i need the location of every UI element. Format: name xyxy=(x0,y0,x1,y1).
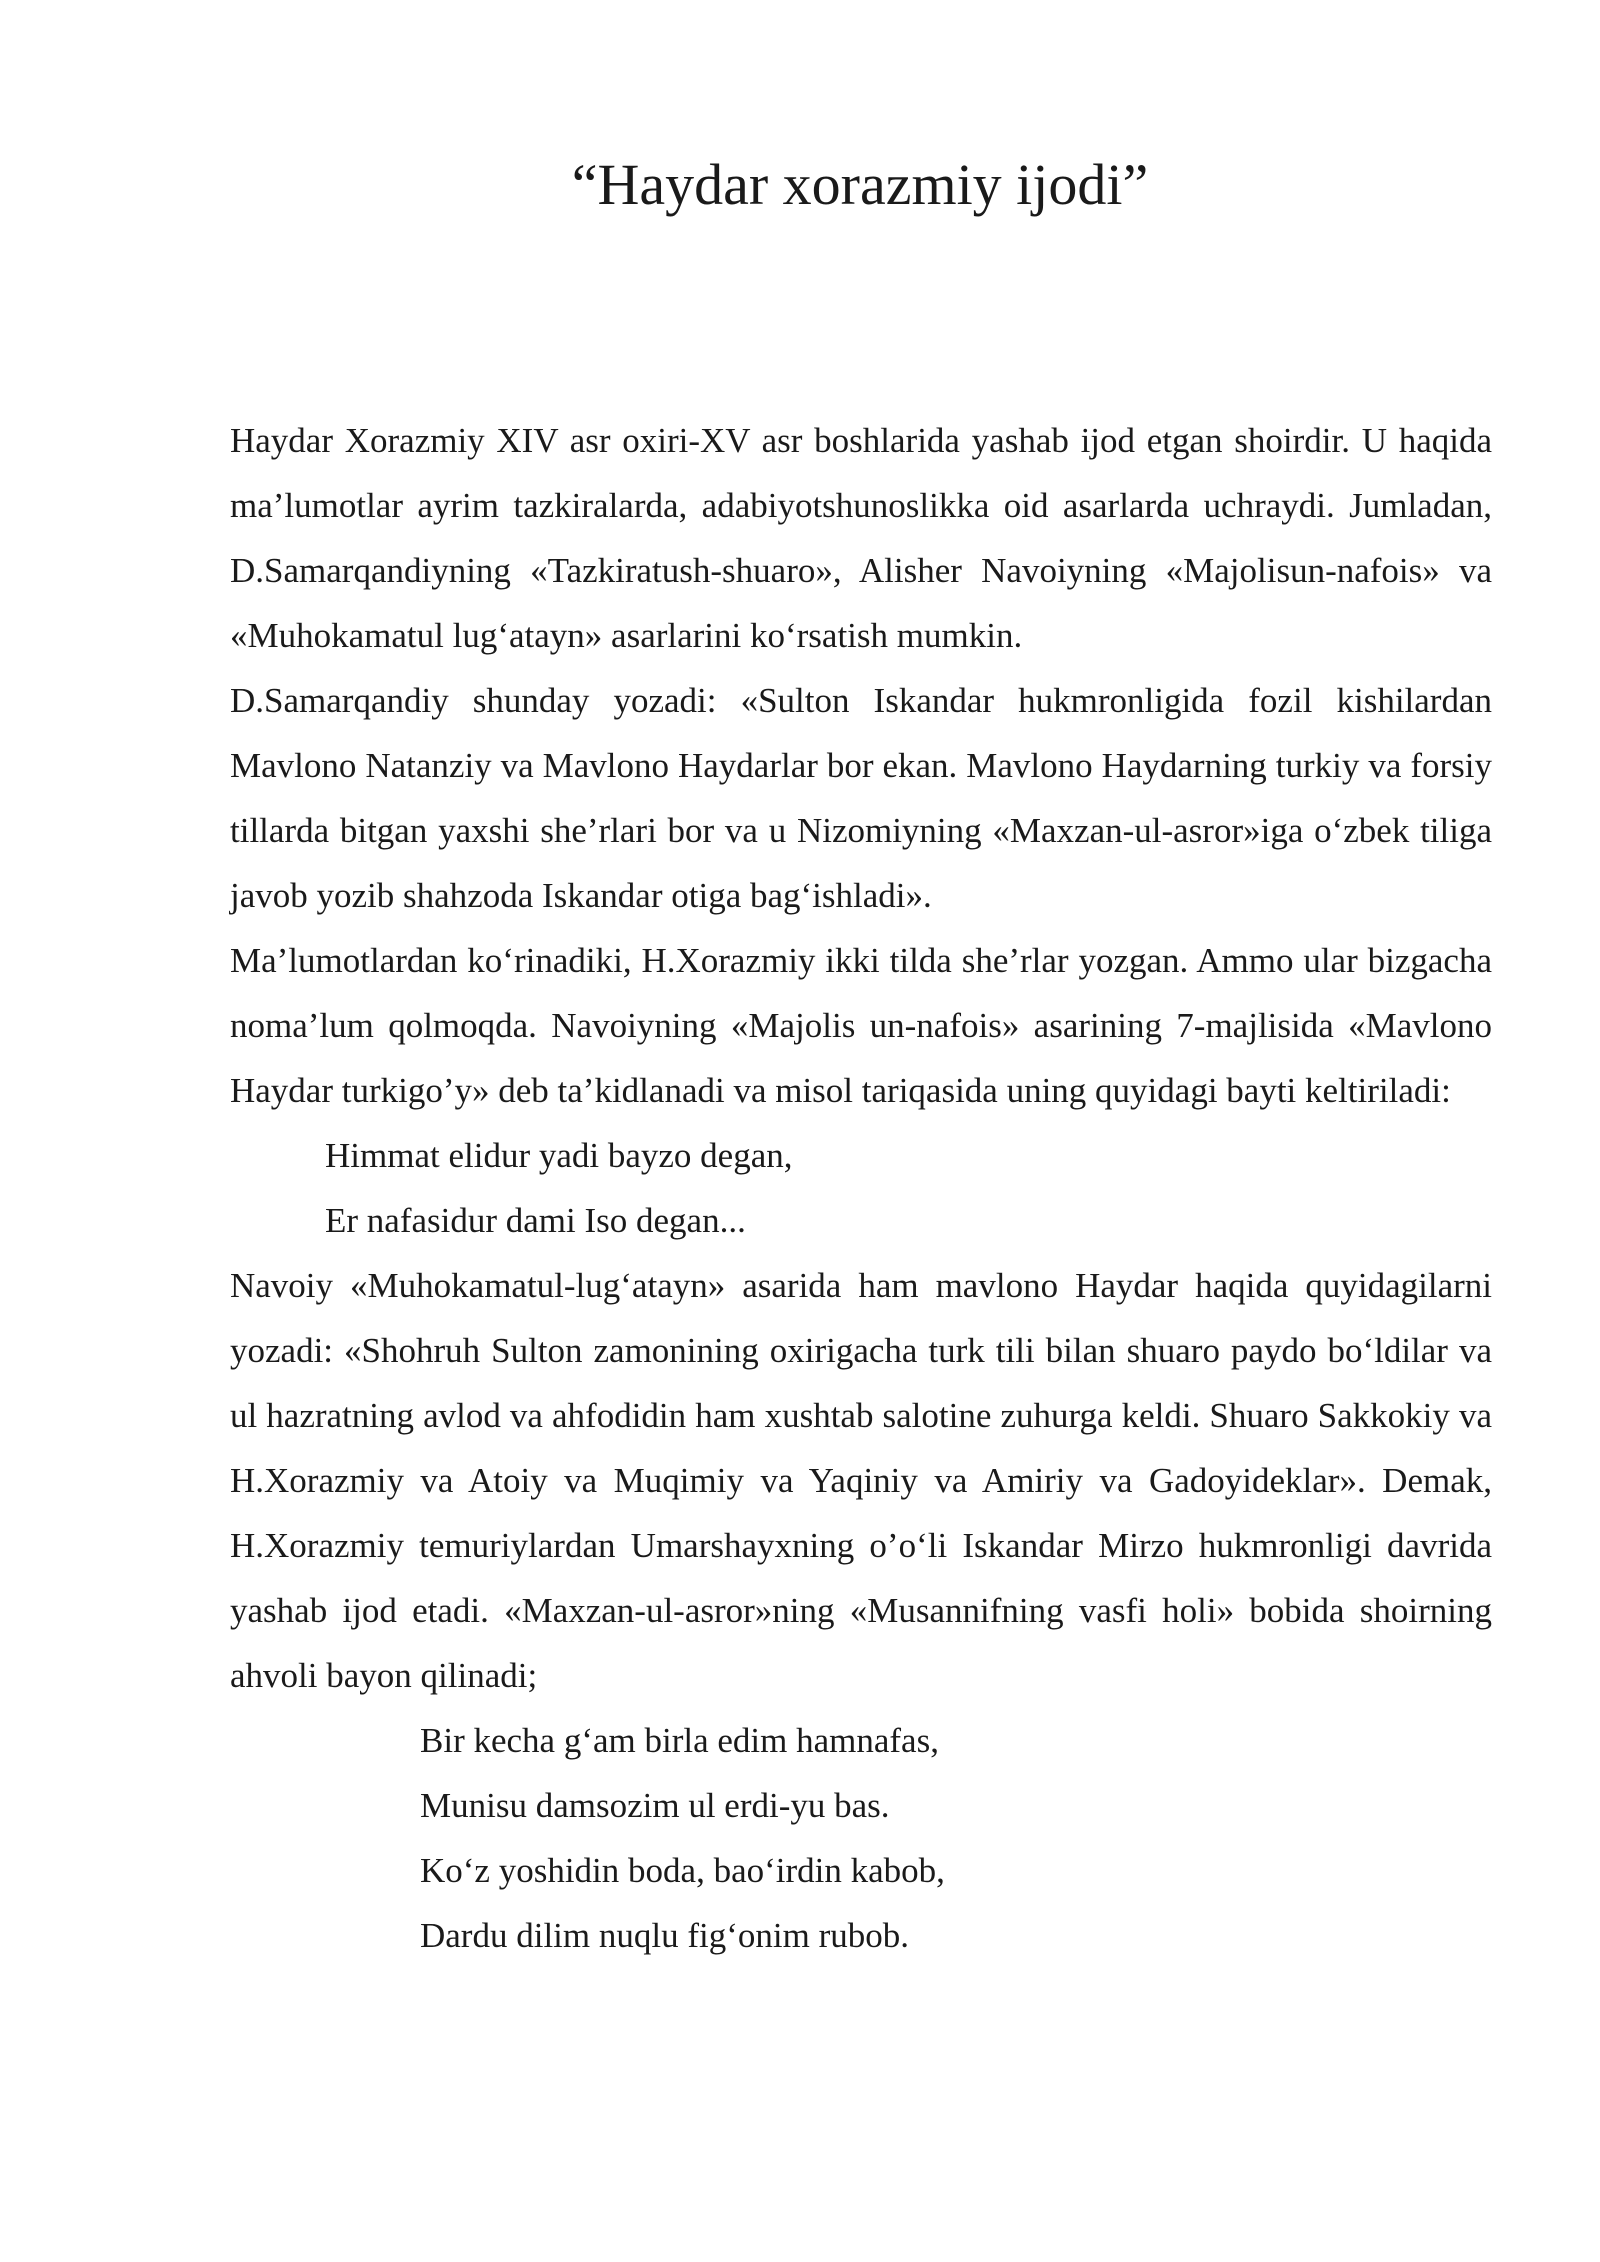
paragraph-muhokamat: Navoiy «Muhokamatul-lug‘atayn» asarida ham mavlono Haydar haqida quyidagilarni yozadi: «Shohruh Sulton zamonining oxirigacha turk tili bilan shuaro paydo bo‘ldilar va ul hazratning avlod va ahfodidin ham xushtab salotine zuhurga keldi. Shuaro Sakkokiy va H.Xorazmiy va Atoiy va Muqimiy va Yaqiniy va Amiriy va Gadoyideklar». Demak, H.Xorazmiy temuriylardan Umarshayxning o’o‘li Iskandar Mirzo hukmronligi davrida yashab ijod etadi. «Maxzan-ul-asror»ning «Musannifning vasfi holi» bobida shoirning ahvoli bayon qilinadi; xyxy=(230,1266,1492,1695)
document-title: “Haydar xorazmiy ijodi” xyxy=(571,152,1149,217)
verse-line: Himmat elidur yadi bayzo degan, xyxy=(325,1136,793,1175)
paragraph-majolis: Ma’lumotlardan ko‘rinadiki, H.Xorazmiy ikki tilda she’rlar yozgan. Ammo ular bizgacha noma’lum qolmoqda. Navoiyning «Majolis un-nafois» asarining 7-majlisida «Mavlono Haydar turkigo’y» deb ta’kidlanadi va misol tariqasida uning quyidagi bayti keltiriladi: xyxy=(230,941,1492,1110)
paragraph-samarqandiy-quote: D.Samarqandiy shunday yozadi: «Sulton Iskandar hukmronligida fozil kishilardan Mavlono Natanziy va Mavlono Haydarlar bor ekan. Mavlono Haydarning turkiy va forsiy tillarda bitgan yaxshi she’rlari bor va u Nizomiyning «Maxzan-ul-asror»iga o‘zbek tiliga javob yozib shahzoda Iskandar otiga bag‘ishladi». xyxy=(230,681,1492,915)
verse-line: Ko‘z yoshidin boda, bao‘irdin kabob, xyxy=(420,1851,945,1890)
verse-line: Bir kecha g‘am birla edim hamnafas, xyxy=(420,1721,939,1760)
document-body xyxy=(230,408,1492,1968)
verse-line: Munisu damsozim ul erdi-yu bas. xyxy=(420,1786,890,1825)
verse-line: Er nafasidur dami Iso degan... xyxy=(325,1201,746,1240)
verse-line: Dardu dilim nuqlu fig‘onim rubob. xyxy=(420,1916,909,1955)
paragraph-intro: Haydar Xorazmiy XIV asr oxiri-XV asr boshlarida yashab ijod etgan shoirdir. U haqida ma’lumotlar ayrim tazkiralarda, adabiyotshunoslikka oid asarlarda uchraydi. Jumladan, D.Samarqandiyning «Tazkiratush-shuaro», Alisher Navoiyning «Majolisun-nafois» va «Muhokamatul lug‘atayn» asarlarini ko‘rsatish mumkin. xyxy=(230,421,1492,655)
